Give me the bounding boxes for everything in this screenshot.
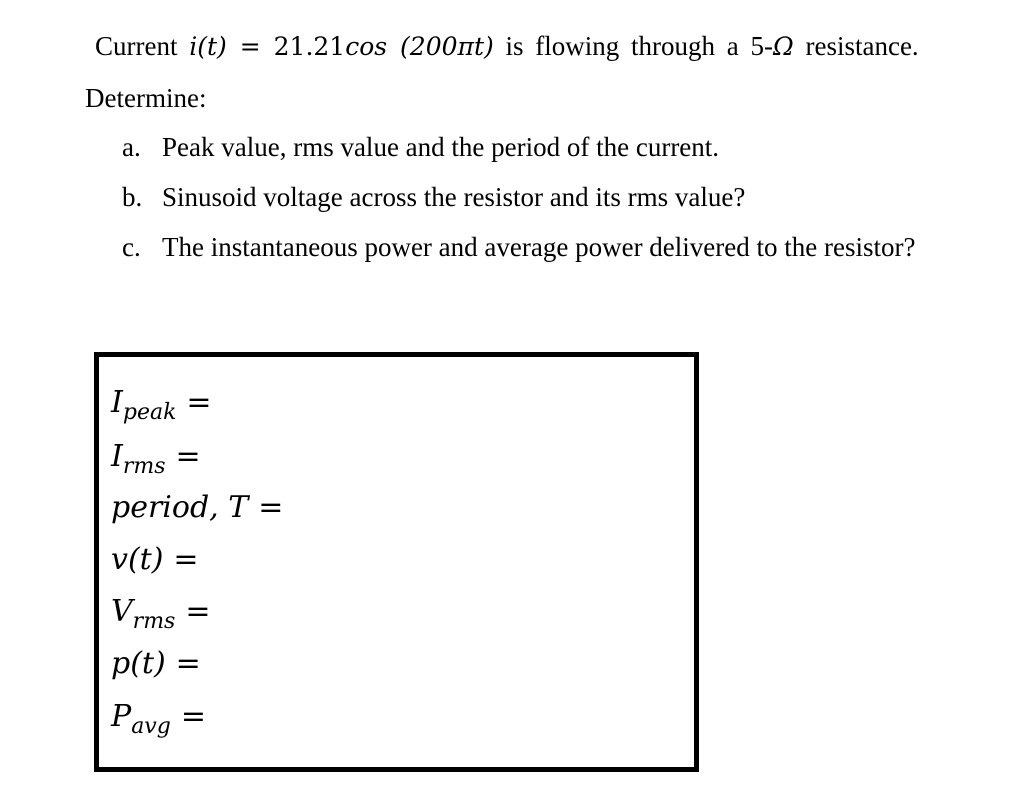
item-text: The instantaneous power and average power delivered to the resistor? <box>162 232 916 262</box>
equals-sign: = <box>226 32 274 61</box>
question-item-c <box>122 231 915 263</box>
answer-subscript: rms <box>122 454 166 479</box>
answer-row-ipeak <box>111 385 212 431</box>
answer-box <box>94 352 699 772</box>
answer-equals: = <box>173 542 199 577</box>
item-text: Peak value, rms value and the period of the current. <box>162 132 720 162</box>
answer-subscript: avg <box>131 714 171 739</box>
answer-symbol: period, T <box>111 490 249 525</box>
answer-symbol: I <box>111 439 123 474</box>
answer-symbol: P <box>111 699 132 734</box>
answer-equals: = <box>175 439 201 474</box>
question-item-b <box>122 181 745 213</box>
answer-equals: = <box>186 385 212 420</box>
item-text: Sinusoid voltage across the resistor and its rms value? <box>162 182 746 212</box>
item-marker: c. <box>122 232 141 262</box>
item-marker: a. <box>122 132 141 162</box>
item-marker: b. <box>122 182 143 212</box>
answer-equals: = <box>258 490 284 525</box>
question-item-a <box>122 131 719 163</box>
answer-equals: = <box>180 699 206 734</box>
problem-lead: Current <box>95 31 178 61</box>
answer-row-vrms <box>111 594 210 640</box>
answer-row-period <box>111 490 283 526</box>
problem-statement <box>95 30 919 63</box>
answer-row-vt <box>111 542 199 578</box>
cos-argument: (200πt) <box>387 32 494 61</box>
answer-symbol: p(t) <box>111 646 166 681</box>
amplitude-value: 21.21 <box>273 32 346 61</box>
current-equation <box>189 32 494 61</box>
answer-equals: = <box>175 646 201 681</box>
answer-subscript: peak <box>122 400 177 425</box>
answer-row-pt <box>111 646 201 682</box>
problem-tail: is flowing through a 5- <box>493 31 773 61</box>
answer-row-pavg <box>111 699 206 745</box>
answer-equals: = <box>185 594 211 629</box>
answer-subscript: rms <box>132 609 176 634</box>
determine-label: Determine: <box>85 83 207 113</box>
answer-symbol: I <box>111 385 123 420</box>
answer-symbol: v(t) <box>111 542 164 577</box>
problem-tail-end: resistance. <box>793 31 919 61</box>
answer-row-irms <box>111 439 201 485</box>
ohm-symbol: Ω <box>773 32 794 61</box>
current-variable: i(t) <box>189 32 227 61</box>
answer-symbol: V <box>111 594 133 629</box>
cos-function: cos <box>345 32 388 61</box>
